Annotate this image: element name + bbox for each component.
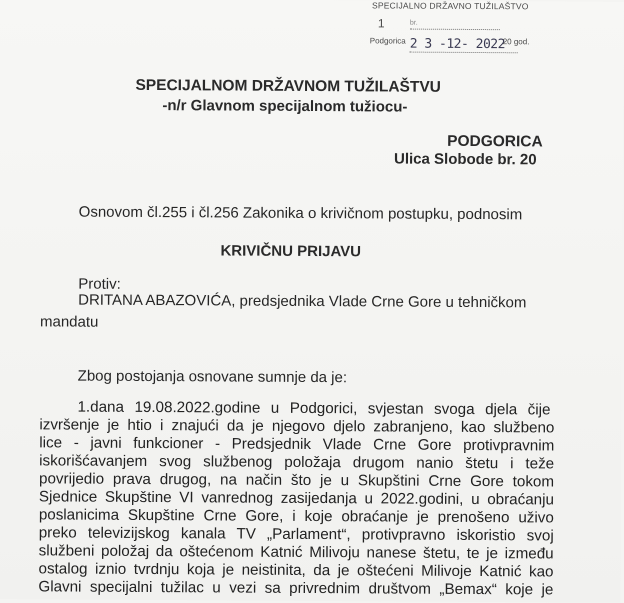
- paragraph-line-3: lice - javni funkcioner - Predsjednik Vlade Crne Gore protivpravnim: [39, 434, 555, 455]
- intro-text: Osnovom čl.255 i čl.256 Zakonika o krivičnom postupku, podnosim: [78, 203, 523, 224]
- paragraph-line-10: ostalog iznio tvrdnju koja je neistinita, da je oštećeni Milivoje Katnić kao: [38, 560, 554, 581]
- document-title: KRIVIČNU PRIJAVU: [220, 242, 362, 261]
- accused-name-line2: mandatu: [39, 313, 99, 331]
- paragraph-line-9: službeni položaj da oštećenom Katnić Milivoju nanese štetu, te je između: [38, 542, 554, 563]
- location-street: Ulica Slobode br. 20: [393, 150, 537, 169]
- stamp-signature-line: [410, 29, 500, 31]
- addressee-line1: SPECIJALNOM DRŽAVNOM TUŽILAŠTVU: [135, 76, 441, 96]
- paragraph-line-7: poslanicima Skupštine Crne Gore, i koje obraćanje je prenošeno uživo: [38, 506, 554, 527]
- stamp-title: SPECIJALNO DRŽAVNO TUŽILAŠTVO: [371, 0, 529, 12]
- received-stamp: [370, 0, 560, 61]
- against-label: Protiv:: [78, 275, 121, 293]
- stamp-place: Podgorica: [369, 36, 406, 46]
- stamp-number: 1: [377, 16, 385, 31]
- paragraph-line-4: iskorišćavanjem svog službenog položaja drugom nanio štetu i teže: [39, 452, 555, 473]
- location-city: PODGORICA: [447, 132, 543, 151]
- paragraph-line-6: Sjednice Skupštine VI vanrednog zasijedanja u 2022.godini, u obraćanju: [38, 488, 555, 509]
- paragraph-line-2: izvršenje je htio i znajući da je njegovo djelo zabranjeno, kao službeno: [39, 416, 555, 437]
- paragraph-line-1: 1.dana 19.08.2022.godine u Podgorici, svjestan svoga djela čije: [77, 398, 551, 419]
- suspicion-text: Zbog postojanja osnovane sumnje da je:: [77, 367, 348, 387]
- stamp-date: 2 3 -12- 2022: [409, 36, 506, 53]
- paragraph-line-8: preko televizijskog kanala TV „Parlament“, protivpravno iskoristio svoj: [38, 524, 554, 545]
- stamp-signature-label: br.: [409, 19, 418, 27]
- paragraph-line-5: povrijedio prava drugog, na način što je u Skupštini Crne Gore tokom: [39, 470, 555, 491]
- addressee-line2: -n/r Glavnom specijalnom tužiocu-: [162, 97, 408, 116]
- accused-name-line: DRITANA ABAZOVIĆA, predsjednika Vlade Crne Gore u tehničkom: [78, 291, 527, 312]
- stamp-year-suffix: 20 god.: [502, 37, 530, 47]
- stamp-date-line: [410, 52, 518, 54]
- paragraph-line-11: Glavni specijalni tužilac u vezi sa privrednim društvom „Bemax“ koje je: [38, 578, 554, 599]
